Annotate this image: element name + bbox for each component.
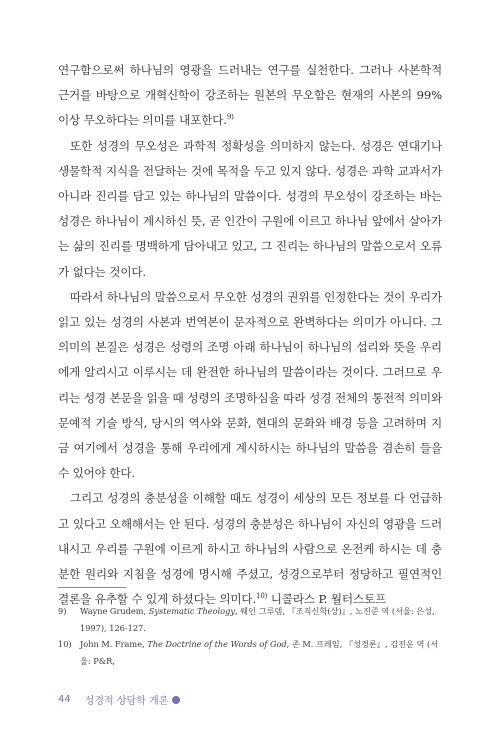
footnote-text [80, 636, 442, 669]
paragraph-3: 따라서 하나님의 말씀으로서 무오한 성경의 권위를 인정한다는 것이 우리가 읽고 있는 성경의 사본과 번역본이 문자적으로 완벽하다는 의미가 아니다. 그 의미의 본질은 성경은 성령의 조명 아래 하나님이 하나님의 섭리와 뜻을 우리에게 알리시고 이루시는 데 완전한 하나님의 말씀이라는 것이다. 그러므로 우리는 성경 본문을 읽을 때 성령의 조명하심을 따라 성경 전체의 통전적 의미와 문예적 기술 방식, 당시의 역사와 문화, 현대의 문화와 배경 등을 고려하며 지금 여기에서 성경을 통해 우리에게 계시하시는 하나님의 말씀을 겸손히 들을 수 있어야 한다. [58, 289, 442, 481]
paragraph-1 [58, 58, 442, 134]
footnote-book-title: Systematic Theology [148, 606, 235, 616]
page-footer [58, 692, 180, 707]
paragraph-4 [58, 486, 442, 612]
footnote-10 [58, 636, 442, 669]
footnote-number: 9) [58, 606, 67, 616]
paragraph-1-text: 연구함으로써 하나님의 영광을 드러내는 연구를 실천한다. 그러나 사본학적 근거를 바탕으로 개혁신학이 강조하는 원본의 무오함은 현재의 사본의 99% 이상 무오하다는 의미를 내포한다. [58, 63, 442, 128]
footnote-number: 10) [58, 639, 72, 649]
paragraph-4-tail: 니콜라스 P. 월터스토프 [267, 592, 387, 607]
chapter-dot-icon [172, 696, 180, 704]
page-number: 44 [58, 694, 71, 705]
footnote-author: Wayne Grudem, [80, 606, 149, 616]
footnote-ref-10[interactable]: 10) [256, 592, 268, 601]
footnote-ref-9[interactable]: 9) [226, 113, 234, 122]
footnote-divider [58, 587, 126, 588]
footnotes [58, 603, 442, 669]
footnote-author: John M. Frame, [80, 639, 148, 649]
running-book-title: 성경적 상담학 개론 [84, 696, 169, 707]
paragraph-4-text: 그리고 성경의 충분성을 이해할 때도 성경이 세상의 모든 정보를 다 언급하고 있다고 오해해서는 안 된다. 성경의 충분성은 하나님이 자신의 영광을 드러내시고 우리를 구원에 이르게 하시고 하나님의 사람으로 온전케 하시는 데 충분한 원리와 지침을 성경에 명시해 주셨고, 성경으로부터 정당하고 필연적인 결론을 유추할 수 있게 하셨다는 의미다. [58, 491, 442, 607]
footnote-citation: , 존 M. 프레임, 『성경론』, 김진운 역 (서울: P&R, [80, 639, 439, 666]
footnote-book-title: The Doctrine of the Words of God [147, 639, 287, 649]
footnote-text [80, 603, 442, 636]
body-text [58, 58, 442, 612]
paragraph-2: 또한 성경의 무오성은 과학적 정확성을 의미하지 않는다. 성경은 연대기나 생물학적 지식을 전달하는 것에 목적을 두고 있지 않다. 성경은 과학 교과서가 아니라 진리를 담고 있는 하나님의 말씀이다. 성경의 무오성이 강조하는 바는 성경은 하나님이 계시하신 뜻, 곧 인간이 구원에 이르고 하나님 앞에서 살아가는 삶의 진리를 명백하게 담아내고 있고, 그 진리는 하나님의 말씀으로서 오류가 없다는 것이다. [58, 138, 442, 279]
footnote-9 [58, 603, 442, 636]
footnote-citation: , 웨인 그루뎀, 『조직신학(상)』, 노진준 역 (서울: 은성, 1997), 126-127. [80, 606, 435, 633]
